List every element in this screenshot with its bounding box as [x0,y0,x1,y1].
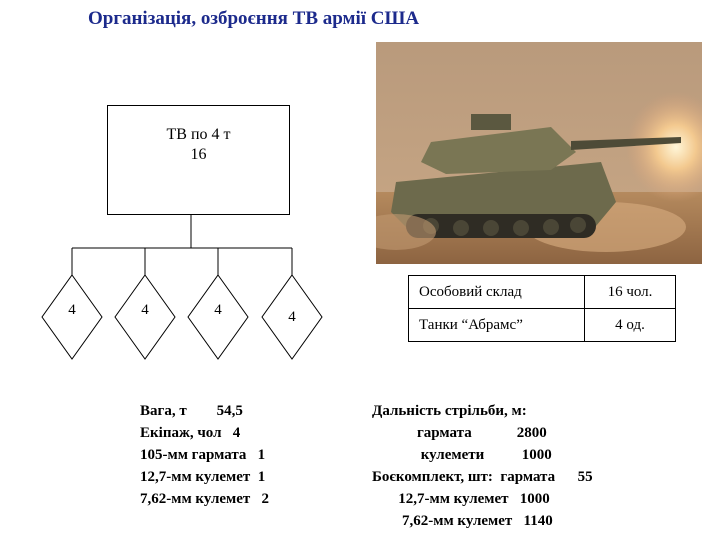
tanks-label: Танки “Абрамс” [409,309,585,342]
spec-light-mg: 7,62-мм кулемет 2 [140,491,270,507]
tank-diamond-label-1: 4 [68,302,76,318]
range-ammo-specs [372,400,593,532]
abrams-tank-image [376,42,702,264]
table-row [409,276,676,309]
tank-diamond-label-3: 4 [214,302,222,318]
tanks-value: 4 од. [585,309,676,342]
ammo-heavy-mg: 12,7-мм кулемет 1000 [372,491,550,507]
range-heading: Дальність стрільби, м: [372,403,527,419]
platoon-box-count: 16 [190,146,207,163]
personnel-label: Особовий склад [409,276,585,309]
tank-diamond-label-4: 4 [288,309,296,325]
personnel-table [408,275,676,342]
spec-heavy-mg: 12,7-мм кулемет 1 [140,469,266,485]
spec-weight: Вага, т 54,5 [140,403,243,419]
range-mg: кулемети 1000 [372,447,552,463]
tank-specs [140,400,269,510]
range-gun: гармата 2800 [372,425,547,441]
table-row [409,309,676,342]
tank-photo-icon [376,42,702,264]
spec-crew: Екіпаж, чол 4 [140,425,241,441]
ammo-light-mg: 7,62-мм кулемет 1140 [372,513,553,529]
personnel-value: 16 чол. [585,276,676,309]
ammo-gun: Боєкомплект, шт: гармата 55 [372,469,593,485]
spec-main-gun: 105-мм гармата 1 [140,447,266,463]
page-title: Організація, озброєння ТВ армії США [88,8,420,29]
platoon-box-title: ТВ по 4 т [166,126,231,143]
tank-diamond-label-2: 4 [141,302,149,318]
